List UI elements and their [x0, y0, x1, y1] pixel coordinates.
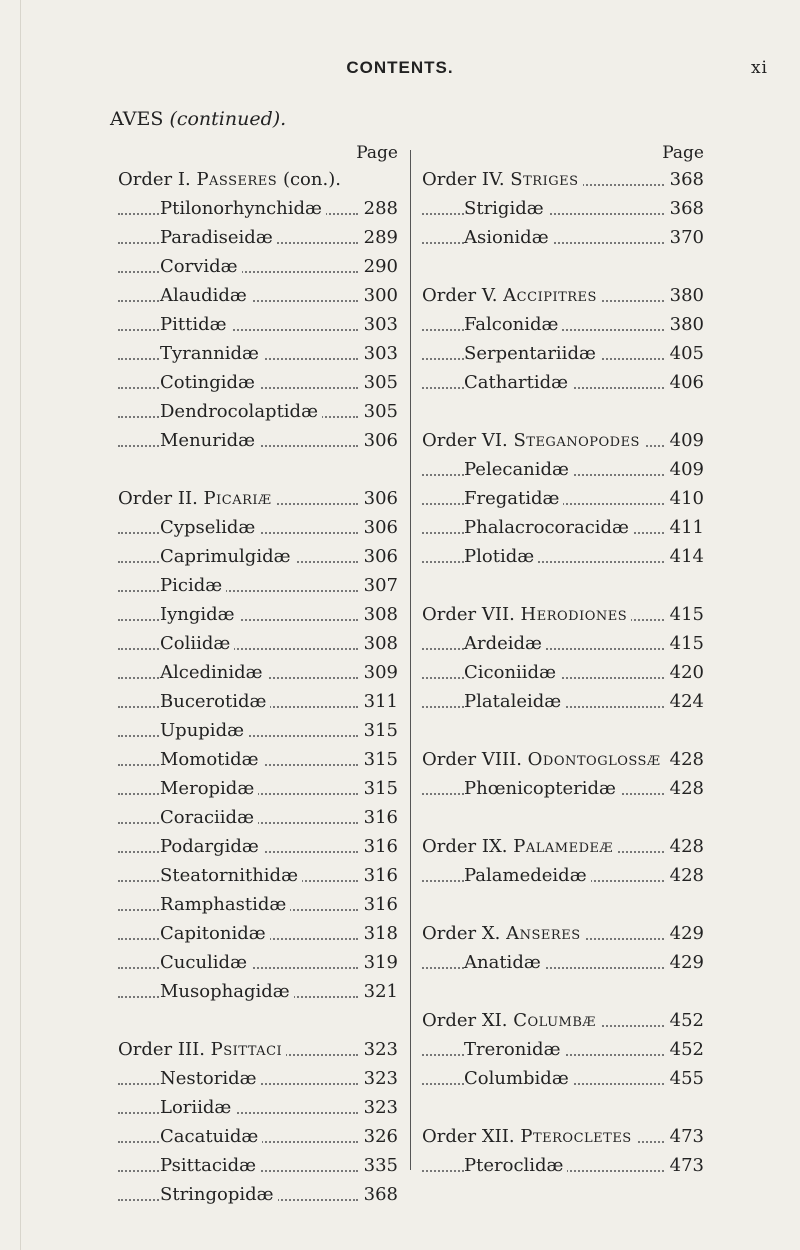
- family-entry: [118, 281, 398, 310]
- leader-dots: [118, 1112, 358, 1114]
- order-group-name: Steganopodes: [513, 430, 640, 451]
- page-reference: 415: [666, 600, 704, 629]
- order-entry: [422, 426, 704, 455]
- family-entry: [118, 571, 398, 600]
- page-reference: 323: [360, 1064, 398, 1093]
- page-reference: 406: [666, 368, 704, 397]
- order-group-name: Striges: [510, 169, 579, 190]
- family-name: Loriidæ: [160, 1097, 235, 1118]
- family-entry: [118, 1064, 398, 1093]
- family-entry: [118, 1093, 398, 1122]
- block-spacer: [422, 716, 704, 745]
- block-spacer: [118, 1006, 398, 1035]
- family-entry: [422, 687, 704, 716]
- family-entry: [118, 832, 398, 861]
- page-reference: 308: [360, 629, 398, 658]
- order-entry: [422, 1122, 704, 1151]
- block-spacer: [422, 252, 704, 281]
- family-name: Falconidæ: [464, 314, 562, 335]
- page-reference: 305: [360, 368, 398, 397]
- order-number: Order V.: [422, 285, 498, 306]
- family-entry: [118, 919, 398, 948]
- family-entry: [118, 1151, 398, 1180]
- family-entry: [118, 1122, 398, 1151]
- order-name: [118, 1039, 286, 1060]
- order-name: [422, 169, 583, 190]
- family-entry: [118, 629, 398, 658]
- leader-dots: [422, 561, 664, 563]
- block-spacer: [422, 890, 704, 919]
- order-group-name: Pterocletes: [520, 1126, 632, 1147]
- page-reference: 289: [360, 223, 398, 252]
- block-spacer: [422, 571, 704, 600]
- page-reference: 300: [360, 281, 398, 310]
- block-spacer: [422, 803, 704, 832]
- order-entry: [422, 745, 704, 774]
- family-entry: [422, 1064, 704, 1093]
- order-number: Order X.: [422, 923, 501, 944]
- order-entry: [422, 1006, 704, 1035]
- family-name: Psittacidæ: [160, 1155, 260, 1176]
- family-name: Cuculidæ: [160, 952, 251, 973]
- order-entry: [422, 919, 704, 948]
- family-entry: [118, 397, 398, 426]
- page-reference: 335: [360, 1151, 398, 1180]
- page-reference: 303: [360, 310, 398, 339]
- family-name: Dendrocolaptidæ: [160, 401, 322, 422]
- family-entry: [422, 368, 704, 397]
- family-entry: [118, 368, 398, 397]
- family-entry: [118, 542, 398, 571]
- order-number: Order VI.: [422, 430, 508, 451]
- family-entry: [422, 629, 704, 658]
- order-name: [422, 923, 585, 944]
- family-name: Plotidæ: [464, 546, 538, 567]
- family-entry: [118, 803, 398, 832]
- order-entry: [422, 600, 704, 629]
- order-number: Order IX.: [422, 836, 508, 857]
- family-entry: [422, 658, 704, 687]
- page-reference: 428: [666, 745, 704, 774]
- order-suffix: (con.).: [282, 169, 341, 190]
- page-reference: 306: [360, 513, 398, 542]
- page-reference: 428: [666, 832, 704, 861]
- page-reference: 414: [666, 542, 704, 571]
- order-name: [422, 749, 664, 770]
- family-entry: [422, 513, 704, 542]
- page-number: xi: [750, 58, 768, 78]
- family-name: Upupidæ: [160, 720, 248, 741]
- order-name: [118, 169, 345, 190]
- contents-column-right: [422, 143, 704, 1180]
- family-name: Caprimulgidæ: [160, 546, 295, 567]
- family-entry: [118, 252, 398, 281]
- page-reference: 316: [360, 832, 398, 861]
- family-name: Alcedinidæ: [160, 662, 267, 683]
- family-name: Fregatidæ: [464, 488, 563, 509]
- family-name: Corvidæ: [160, 256, 242, 277]
- block-spacer: [422, 1093, 704, 1122]
- order-entry: [118, 1035, 398, 1064]
- page-reference: 319: [360, 948, 398, 977]
- page-reference: 288: [360, 194, 398, 223]
- family-name: Cacatuidæ: [160, 1126, 262, 1147]
- family-entry: [118, 194, 398, 223]
- section-title: [110, 108, 286, 130]
- family-entry: [118, 426, 398, 455]
- order-group-name: Psittaci: [210, 1039, 283, 1060]
- contents-column-left: [118, 143, 398, 1209]
- family-name: Phalacrocoracidæ: [464, 517, 633, 538]
- family-entry: [422, 484, 704, 513]
- page-reference: 305: [360, 397, 398, 426]
- family-name: Phœnicopteridæ: [464, 778, 620, 799]
- family-name: Podargidæ: [160, 836, 263, 857]
- leader-dots: [118, 648, 358, 650]
- page-reference: 315: [360, 745, 398, 774]
- page-column-heading: Page: [356, 143, 398, 163]
- page-reference: 411: [666, 513, 704, 542]
- family-name: Stringopidæ: [160, 1184, 278, 1205]
- family-name: Asionidæ: [464, 227, 553, 248]
- family-entry: [422, 223, 704, 252]
- order-name: [422, 1010, 600, 1031]
- family-name: Iyngidæ: [160, 604, 239, 625]
- family-entry: [118, 774, 398, 803]
- order-group-name: Herodiones: [520, 604, 628, 625]
- family-entry: [118, 658, 398, 687]
- family-entry: [422, 774, 704, 803]
- page-reference: 316: [360, 890, 398, 919]
- family-name: Serpentariidæ: [464, 343, 600, 364]
- page-reference: 308: [360, 600, 398, 629]
- family-name: Picidæ: [160, 575, 226, 596]
- family-entry: [118, 339, 398, 368]
- page-column-heading: Page: [662, 143, 704, 163]
- page-reference: 311: [360, 687, 398, 716]
- order-entry: [422, 832, 704, 861]
- running-head-title: CONTENTS.: [346, 58, 454, 77]
- page-reference: 473: [666, 1122, 704, 1151]
- page-reference: 368: [666, 165, 704, 194]
- order-group-name: Anseres: [506, 923, 581, 944]
- page-reference: 405: [666, 339, 704, 368]
- page-reference: 323: [360, 1093, 398, 1122]
- page-reference: 306: [360, 542, 398, 571]
- page-reference: 316: [360, 861, 398, 890]
- family-name: Pittidæ: [160, 314, 231, 335]
- block-spacer: [422, 977, 704, 1006]
- family-entry: [422, 194, 704, 223]
- order-name: [422, 430, 644, 451]
- block-spacer: [118, 455, 398, 484]
- page-reference: 415: [666, 629, 704, 658]
- family-name: Meropidæ: [160, 778, 258, 799]
- family-name: Anatidæ: [464, 952, 545, 973]
- order-entry: [422, 165, 704, 194]
- page-reference: 368: [360, 1180, 398, 1209]
- order-group-name: Odontoglossæ: [527, 749, 661, 770]
- family-name: Coliidæ: [160, 633, 234, 654]
- family-name: Steatornithidæ: [160, 865, 302, 886]
- leader-dots: [118, 329, 358, 331]
- order-number: Order IV.: [422, 169, 505, 190]
- page-reference: 429: [666, 948, 704, 977]
- page-reference: 315: [360, 774, 398, 803]
- family-name: Cotingidæ: [160, 372, 259, 393]
- family-entry: [422, 861, 704, 890]
- order-number: Order VIII.: [422, 749, 522, 770]
- page-reference: 424: [666, 687, 704, 716]
- page-reference: 303: [360, 339, 398, 368]
- order-number: Order XII.: [422, 1126, 515, 1147]
- family-entry: [118, 1180, 398, 1209]
- page-reference: 309: [360, 658, 398, 687]
- page-reference: 321: [360, 977, 398, 1006]
- family-name: Ardeidæ: [464, 633, 546, 654]
- family-name: Paradiseidæ: [160, 227, 277, 248]
- page-reference: 380: [666, 281, 704, 310]
- family-entry: [118, 745, 398, 774]
- family-entry: [118, 977, 398, 1006]
- leader-dots: [118, 590, 358, 592]
- family-entry: [118, 948, 398, 977]
- page-gutter-line: [20, 0, 21, 1250]
- family-entry: [118, 600, 398, 629]
- page-reference: 455: [666, 1064, 704, 1093]
- page-reference: 306: [360, 426, 398, 455]
- order-group-name: Columbæ: [513, 1010, 596, 1031]
- page-reference: 370: [666, 223, 704, 252]
- order-group-name: Palamedeæ: [513, 836, 613, 857]
- page-reference: 428: [666, 861, 704, 890]
- order-group-name: Passeres: [196, 169, 278, 190]
- family-name: Ptilonorhynchidæ: [160, 198, 326, 219]
- page-reference: 452: [666, 1006, 704, 1035]
- page-reference: 452: [666, 1035, 704, 1064]
- column-divider: [410, 150, 411, 1170]
- order-name: [118, 488, 276, 509]
- family-name: Cathartidæ: [464, 372, 572, 393]
- family-name: Pelecanidæ: [464, 459, 573, 480]
- order-name: [422, 836, 617, 857]
- family-entry: [118, 716, 398, 745]
- family-name: Capitonidæ: [160, 923, 270, 944]
- order-name: [422, 604, 631, 625]
- order-entry: [118, 484, 398, 513]
- order-number: Order I.: [118, 169, 191, 190]
- family-name: Pteroclidæ: [464, 1155, 567, 1176]
- order-number: Order III.: [118, 1039, 205, 1060]
- page-reference: 316: [360, 803, 398, 832]
- family-name: Palamedeidæ: [464, 865, 591, 886]
- order-number: Order VII.: [422, 604, 515, 625]
- family-name: Alaudidæ: [160, 285, 251, 306]
- order-group-name: Accipitres: [503, 285, 597, 306]
- order-name: [422, 1126, 636, 1147]
- family-entry: [422, 310, 704, 339]
- page-reference: 318: [360, 919, 398, 948]
- order-number: Order II.: [118, 488, 198, 509]
- order-name: [422, 285, 601, 306]
- page-reference: 429: [666, 919, 704, 948]
- section-title-qualifier: (continued).: [169, 108, 287, 130]
- family-entry: [118, 513, 398, 542]
- family-entry: [118, 310, 398, 339]
- family-entry: [422, 455, 704, 484]
- family-entry: [118, 890, 398, 919]
- order-group-name: Picariæ: [203, 488, 272, 509]
- family-name: Menuridæ: [160, 430, 259, 451]
- family-entry: [118, 861, 398, 890]
- family-name: Ramphastidæ: [160, 894, 290, 915]
- page-reference: 428: [666, 774, 704, 803]
- family-entry: [118, 687, 398, 716]
- family-name: Bucerotidæ: [160, 691, 270, 712]
- family-entry: [422, 948, 704, 977]
- order-number: Order XI.: [422, 1010, 508, 1031]
- page-reference: 473: [666, 1151, 704, 1180]
- block-spacer: [422, 397, 704, 426]
- family-name: Strigidæ: [464, 198, 548, 219]
- page-reference: 420: [666, 658, 704, 687]
- page-reference: 326: [360, 1122, 398, 1151]
- page-reference: 323: [360, 1035, 398, 1064]
- page-reference: 315: [360, 716, 398, 745]
- family-name: Momotidæ: [160, 749, 263, 770]
- family-entry: [422, 1151, 704, 1180]
- page-reference: 409: [666, 455, 704, 484]
- page-reference: 409: [666, 426, 704, 455]
- family-name: Tyrannidæ: [160, 343, 263, 364]
- page-reference: 307: [360, 571, 398, 600]
- family-name: Cypselidæ: [160, 517, 259, 538]
- family-name: Plataleidæ: [464, 691, 565, 712]
- family-name: Columbidæ: [464, 1068, 573, 1089]
- family-name: Nestoridæ: [160, 1068, 261, 1089]
- family-entry: [422, 542, 704, 571]
- family-name: Treronidæ: [464, 1039, 565, 1060]
- family-name: Coraciidæ: [160, 807, 258, 828]
- section-title-main: AVES: [110, 108, 164, 130]
- order-entry: [118, 165, 398, 194]
- page-reference: 306: [360, 484, 398, 513]
- family-entry: [422, 339, 704, 368]
- page-reference: 410: [666, 484, 704, 513]
- order-entry: [422, 281, 704, 310]
- page-reference: 380: [666, 310, 704, 339]
- family-name: Musophagidæ: [160, 981, 294, 1002]
- family-name: Ciconiidæ: [464, 662, 560, 683]
- page-reference: 368: [666, 194, 704, 223]
- page-reference: 290: [360, 252, 398, 281]
- family-entry: [422, 1035, 704, 1064]
- family-entry: [118, 223, 398, 252]
